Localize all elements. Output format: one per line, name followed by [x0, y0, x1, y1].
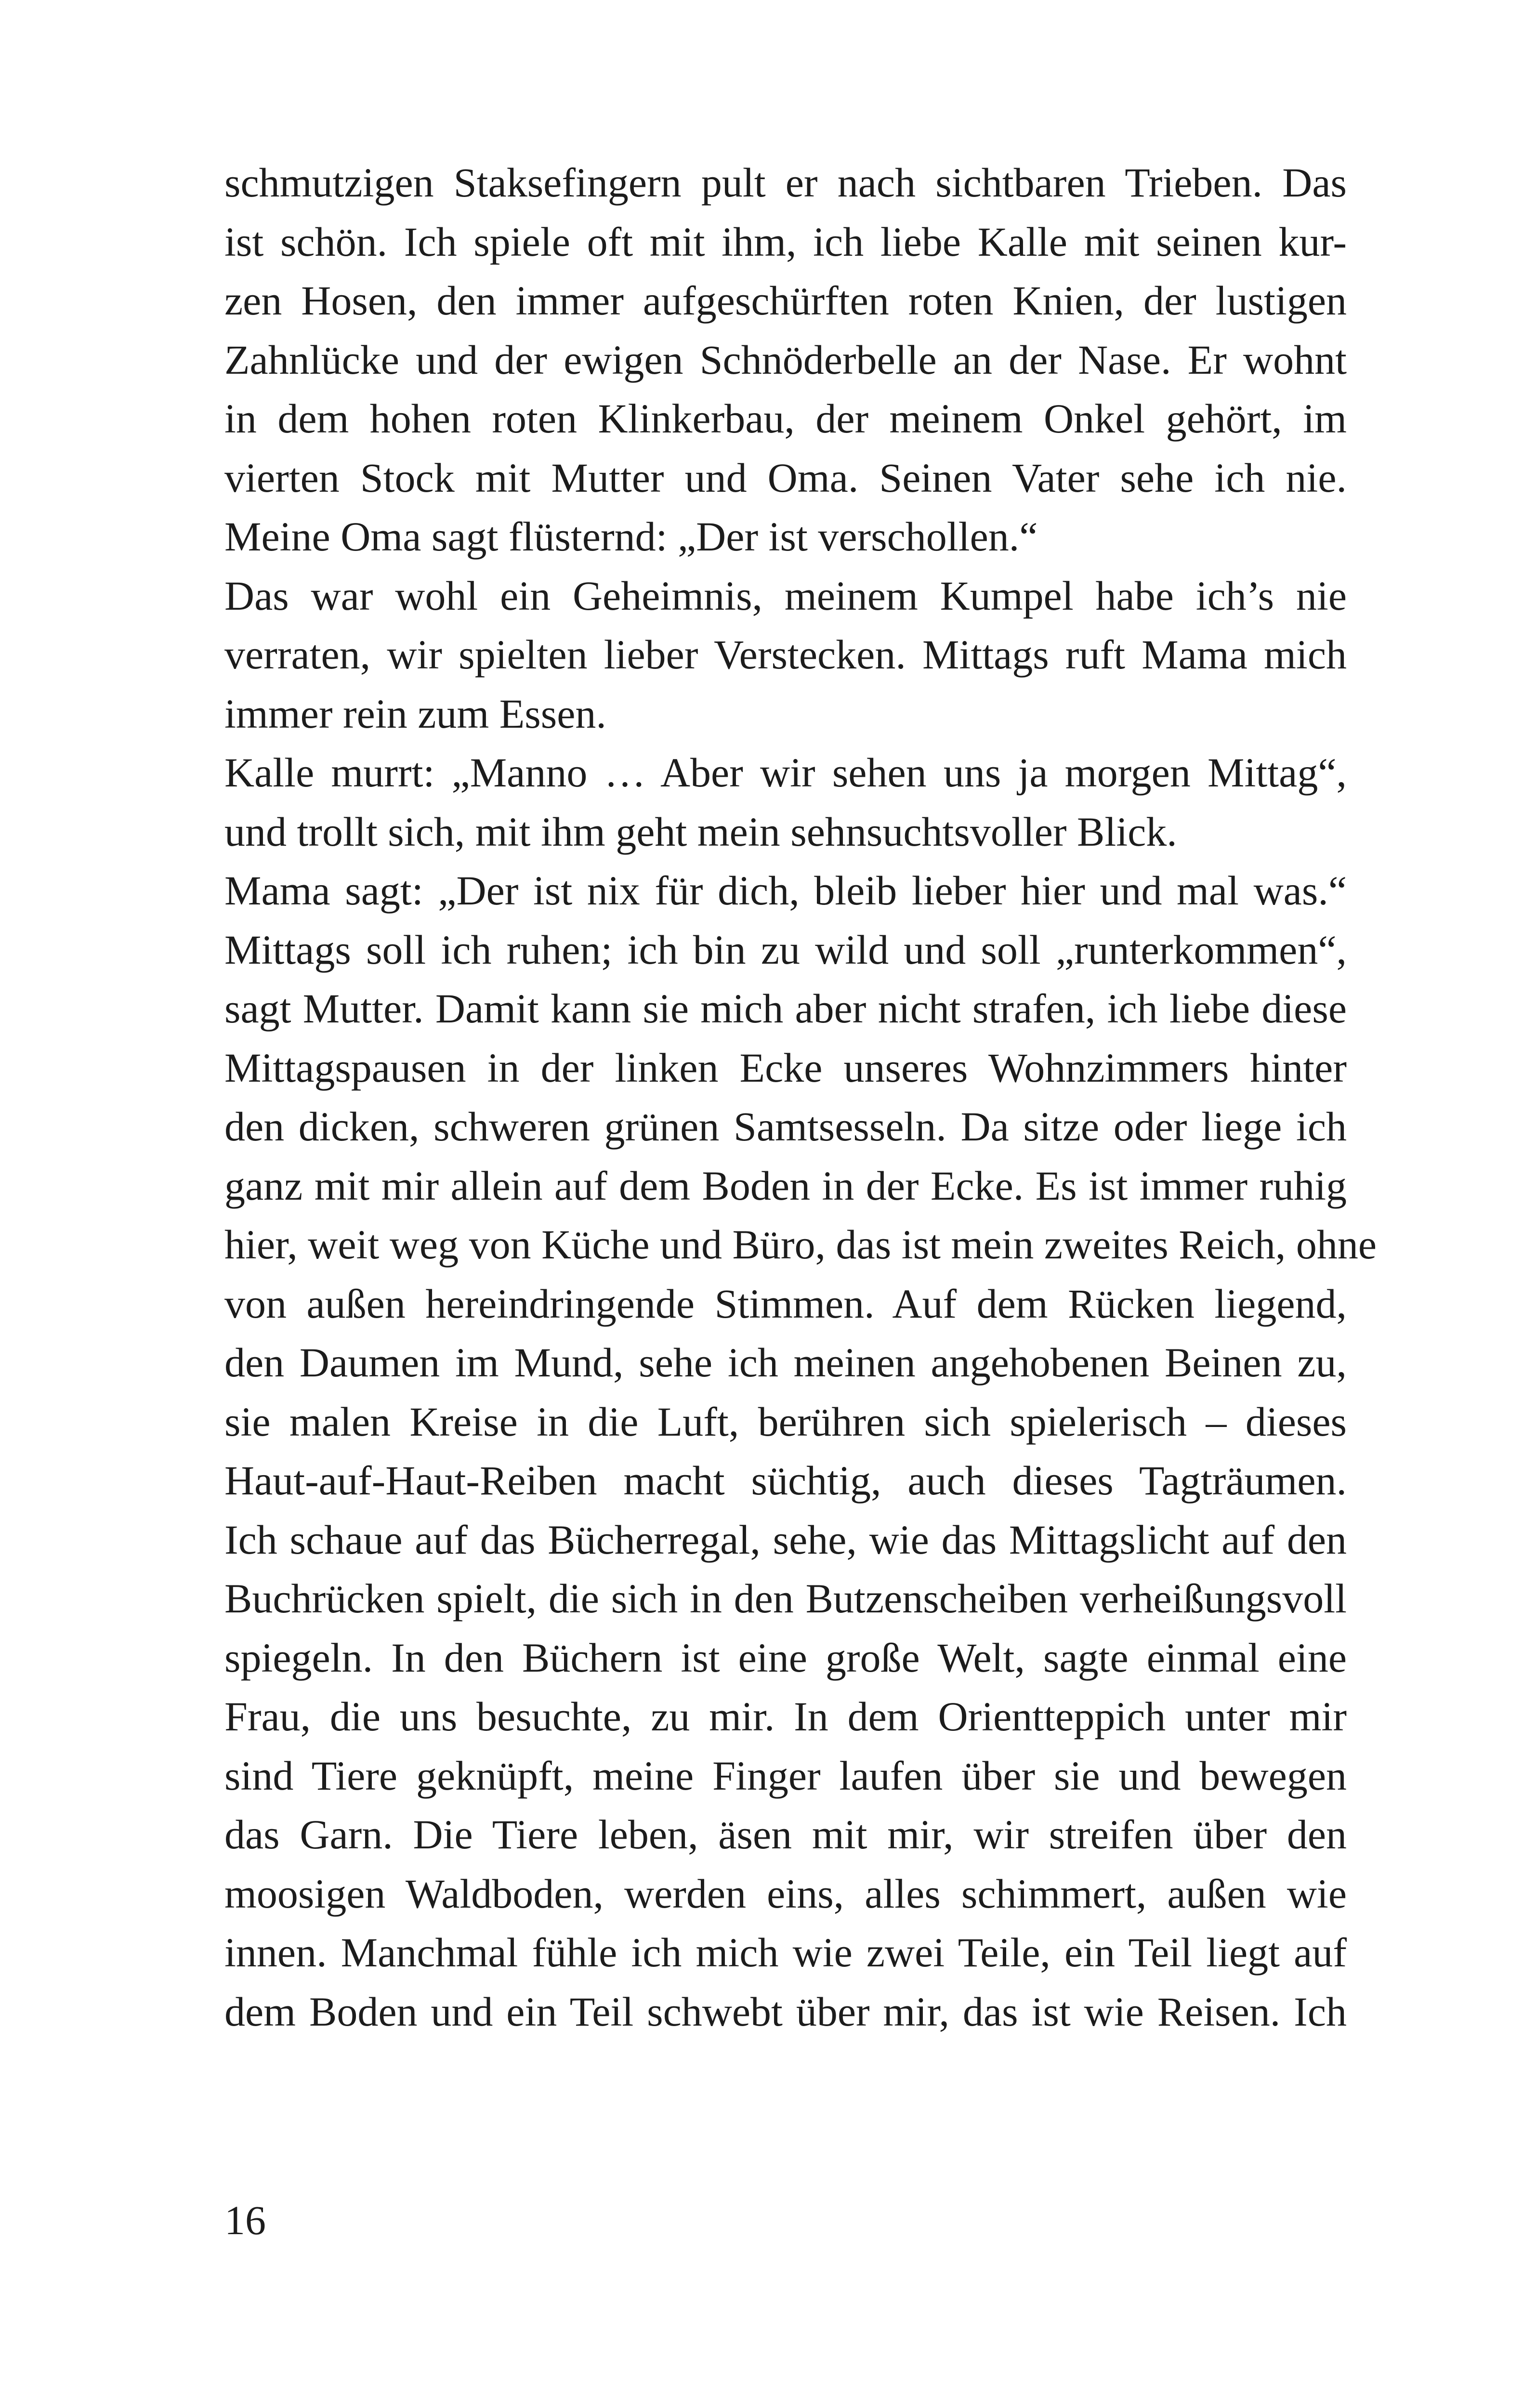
text-line: Mama sagt: „Der ist nix für dich, bleib lieber hier und mal was.“	[224, 867, 1347, 914]
text-line: Ich schaue auf das Bücherregal, sehe, wie das Mittagslicht auf den	[224, 1516, 1347, 1563]
text-line: Buchrücken spielt, die sich in den Butzenscheiben verheißungsvoll	[224, 1575, 1347, 1622]
text-line: Zahnlücke und der ewigen Schnöderbelle an der Nase. Er wohnt	[224, 336, 1347, 383]
text-line: verraten, wir spielten lieber Verstecken. Mittags ruft Mama mich	[224, 631, 1347, 678]
text-line: in dem hohen roten Klinkerbau, der meinem Onkel gehört, im	[224, 395, 1347, 442]
body-text	[224, 153, 1377, 2041]
text-line: den Daumen im Mund, sehe ich meinen angehobenen Beinen zu,	[224, 1339, 1347, 1386]
page-number: 16	[224, 2197, 266, 2243]
text-line: ist schön. Ich spiele oft mit ihm, ich liebe Kalle mit seinen kur-	[224, 218, 1347, 265]
text-line: moosigen Waldboden, werden eins, alles schimmert, außen wie	[224, 1870, 1347, 1917]
text-line: ganz mit mir allein auf dem Boden in der Ecke. Es ist immer ruhig	[224, 1162, 1347, 1209]
text-line: sagt Mutter. Damit kann sie mich aber nicht strafen, ich liebe diese	[224, 985, 1347, 1032]
text-line: vierten Stock mit Mutter und Oma. Seinen Vater sehe ich nie.	[224, 454, 1347, 501]
text-line: hier, weit weg von Küche und Büro, das ist mein zweites Reich, ohne	[224, 1221, 1377, 1268]
text-line: Kalle murrt: „Manno … Aber wir sehen uns ja morgen Mittag“,	[224, 749, 1347, 796]
text-line: den dicken, schweren grünen Samtsesseln. Da sitze oder liege ich	[224, 1103, 1347, 1150]
text-line: spiegeln. In den Büchern ist eine große Welt, sagte einmal eine	[224, 1634, 1347, 1681]
text-line: Mittagspausen in der linken Ecke unseres Wohnzimmers hinter	[224, 1044, 1347, 1091]
text-line: und trollt sich, mit ihm geht mein sehnsuchtsvoller Blick.	[224, 808, 1177, 855]
text-line: von außen hereindringende Stimmen. Auf dem Rücken liegend,	[224, 1280, 1347, 1327]
text-line: sie malen Kreise in die Luft, berühren sich spielerisch – dieses	[224, 1398, 1347, 1445]
text-line: das Garn. Die Tiere leben, äsen mit mir, wir streifen über den	[224, 1811, 1347, 1858]
text-line: dem Boden und ein Teil schwebt über mir, das ist wie Reisen. Ich	[224, 1988, 1347, 2035]
text-line: Haut-auf-Haut-Reiben macht süchtig, auch dieses Tagträumen.	[224, 1457, 1347, 1504]
text-line: Das war wohl ein Geheimnis, meinem Kumpel habe ich’s nie	[224, 572, 1347, 619]
text-line: Mittags soll ich ruhen; ich bin zu wild und soll „runterkommen“,	[224, 926, 1347, 973]
text-line: Frau, die uns besuchte, zu mir. In dem Orientteppich unter mir	[224, 1693, 1347, 1740]
text-line: schmutzigen Staksefingern pult er nach sichtbaren Trieben. Das	[224, 159, 1347, 206]
text-line: zen Hosen, den immer aufgeschürften roten Knien, der lustigen	[224, 277, 1347, 324]
text-line: Meine Oma sagt flüsternd: „Der ist verschollen.“	[224, 513, 1038, 560]
text-line: immer rein zum Essen.	[224, 690, 606, 737]
text-line: innen. Manchmal fühle ich mich wie zwei Teile, ein Teil liegt auf	[224, 1929, 1347, 1976]
text-line: sind Tiere geknüpft, meine Finger laufen über sie und bewegen	[224, 1752, 1347, 1799]
